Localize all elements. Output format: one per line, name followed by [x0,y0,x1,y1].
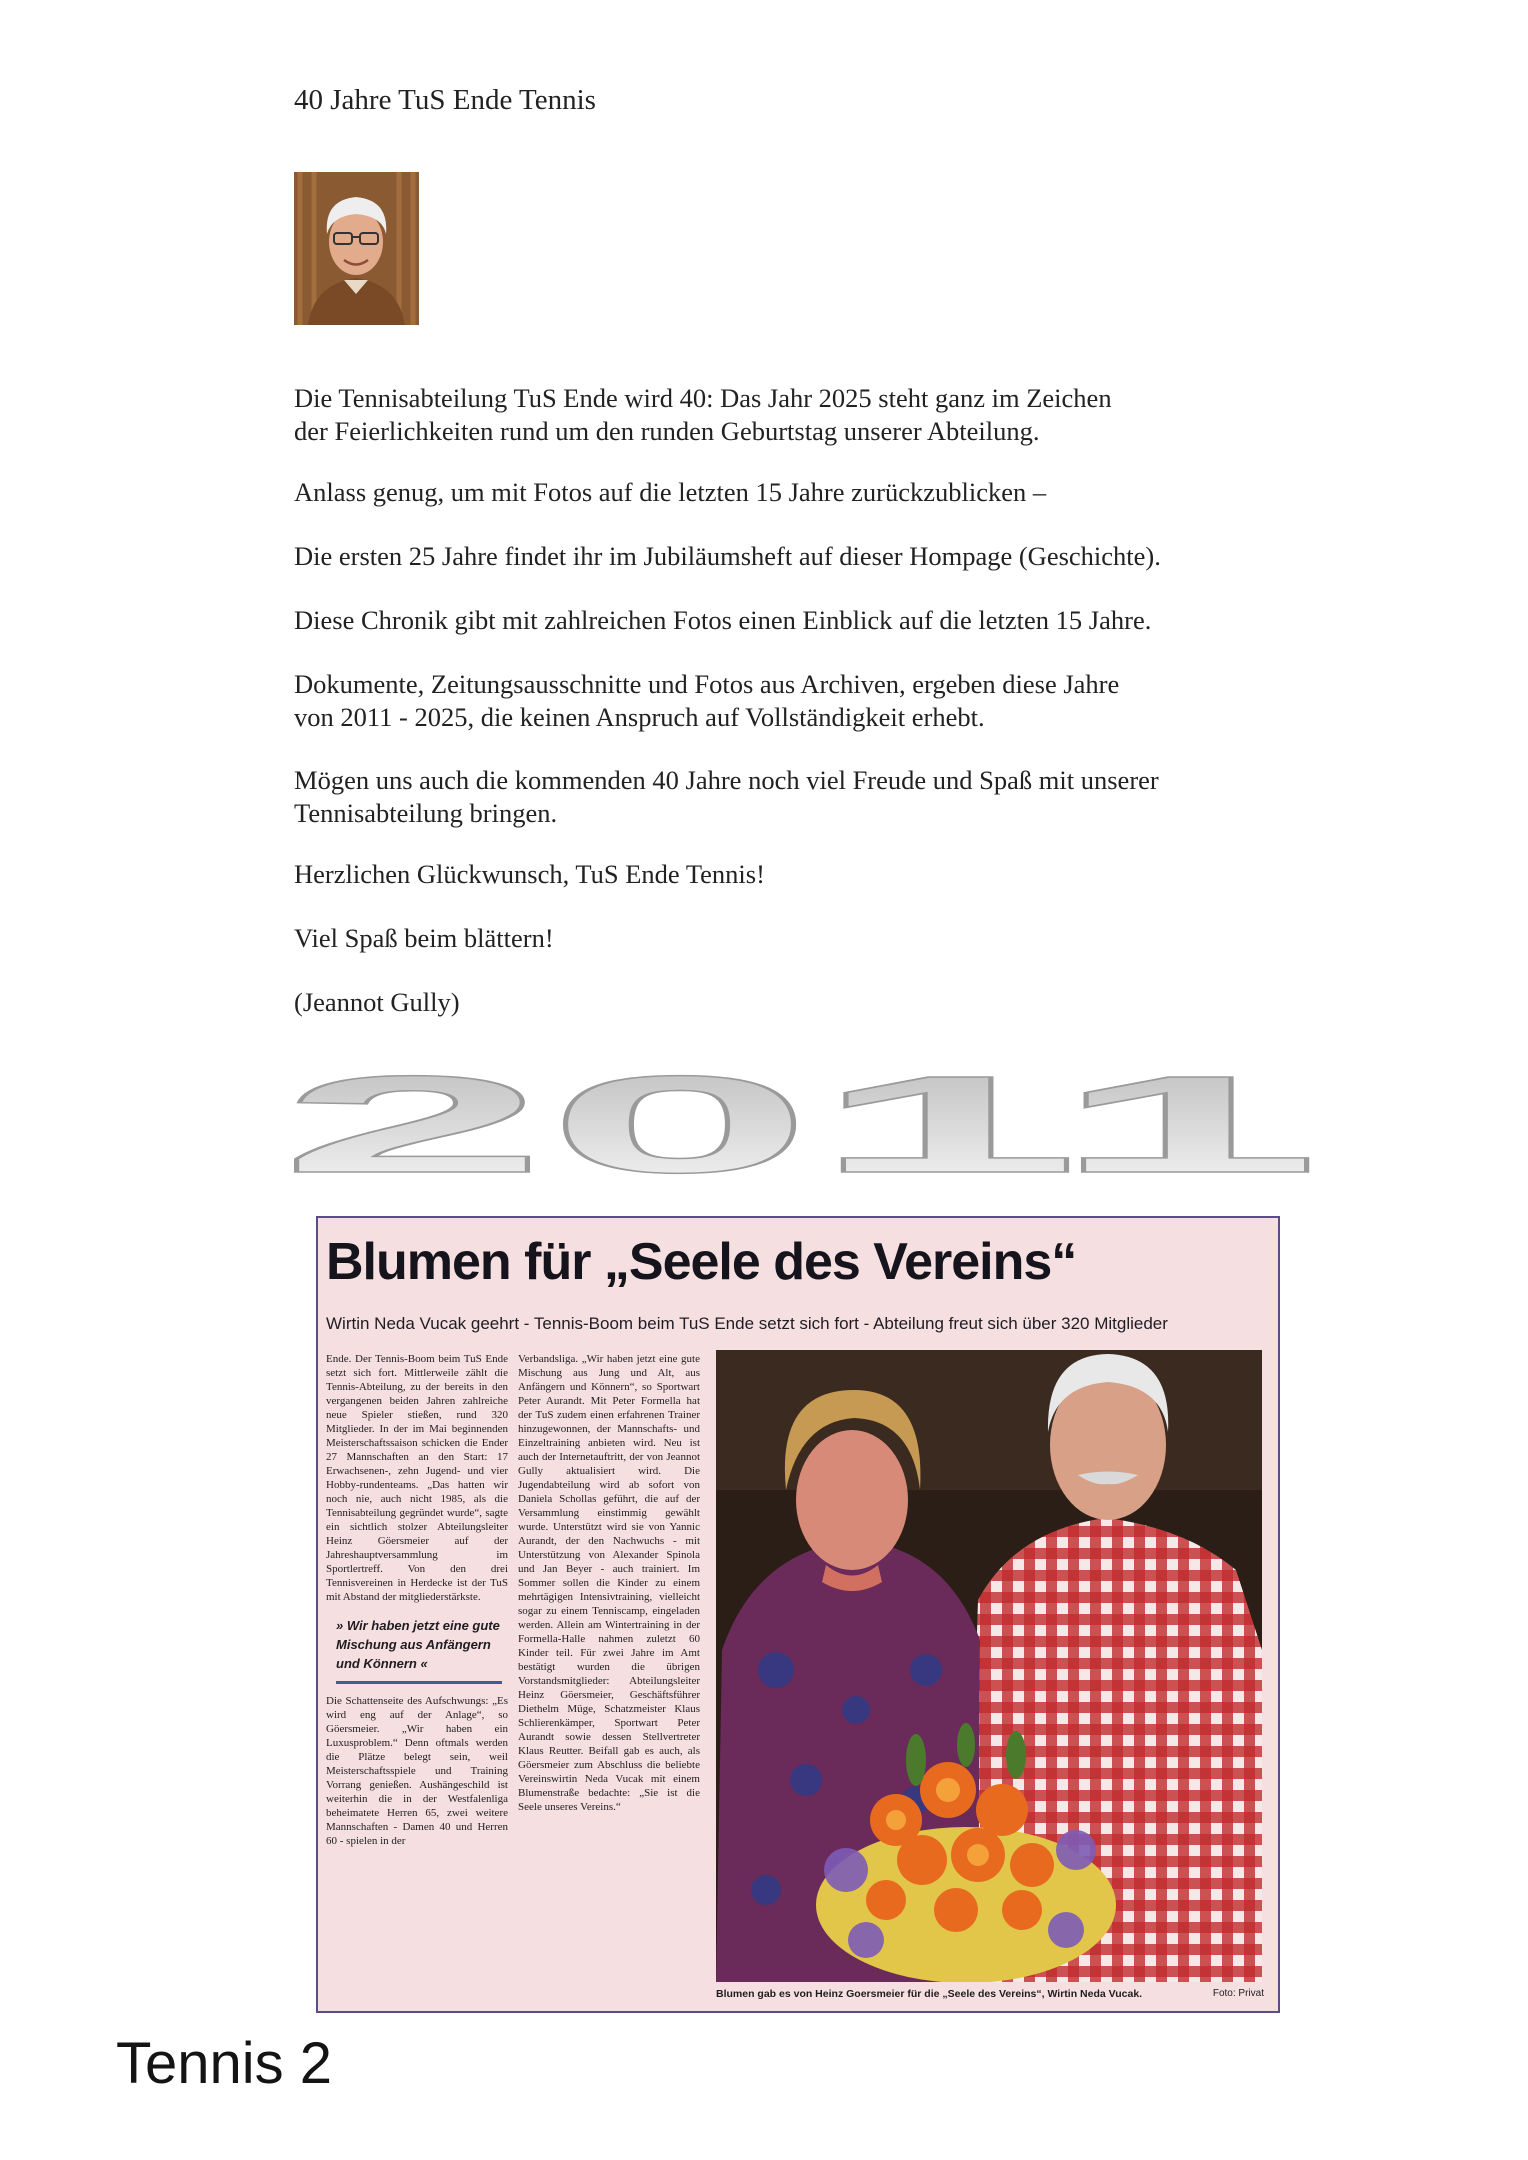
intro-paragraph-7: Herzlichen Glückwunsch, TuS Ende Tennis! [294,859,765,889]
newspaper-clipping [316,1216,1280,2013]
intro-paragraph-6 [294,764,1294,830]
year-banner [270,1070,1330,1186]
intro-paragraph-3: Die ersten 25 Jahre findet ihr im Jubiläumsheft auf dieser Hompage (Geschichte). [294,541,1161,571]
article-text: Verbandsliga. „Wir haben jetzt eine gute Mischung aus Jung und Alt, aus Anfängern und Könnern“, so Sportwart Peter Aurandt. Mit Peter Formella hat der TuS zudem einen erfahrenen Trainer hinzugewonnen, der Mannschafts- und Einzeltraining anbieten wird. Neu ist auch der Internetauftritt, der von Jeannot Gully aktualisiert wird. Die Jugendabteilung wird ab sofort von Daniela Schollas geführt, die auf der Versammlung einstimmig gewählt wurde. Unterstützt wird sie von Yannic Aurandt, der den Nachwuchs - mit Unterstützung von Alexander Spinola und Jan Beyer - auch trainiert. Im Sommer sollen die Kinder zu einem mehrtägigen Intensivtraining, vielleicht sogar zu einem Tenniscamp, eingeladen werden. Allein am Wintertraining in der Formella-Halle nahmen zuletzt 60 Kinder teil. Für zwei Jahre im Amt bestätigt wurden die übrigen Vorstandsmitglieder: Abteilungsleiter Heinz Göersmeier, Geschäftsführer Diethelm Müge, Schatzmeister Klaus Schlierenkämper, Sportwart Peter Aurandt sowie dessen Stellvertreter Klaus Reutter. Beifall gab es auch, als Göersmeier zum Abschluss die beliebte Vereinswirtin Neda Vucak mit einem Blumenstraße bedachte: „Sie ist die Seele unseres Vereins.“ [518,1353,700,1813]
year-banner-text: 2011 [280,1070,1320,1186]
author-portrait [294,172,419,325]
intro-line: Tennisabteilung bringen. [294,798,558,828]
photo-credit: Foto: Privat [1212,1988,1264,1999]
intro-paragraph-1 [294,382,1294,448]
article-column-1 [326,1352,508,1992]
page-footer: Tennis 2 [116,2031,333,2096]
photo-caption: Blumen gab es von Heinz Goersmeier für die „Seele des Vereins“, Wirtin Neda Vucak. [716,1988,1143,2000]
intro-line: Die Tennisabteilung TuS Ende wird 40: Das Jahr 2025 steht ganz im Zeichen [294,383,1112,413]
intro-line: der Feierlichkeiten rund um den runden Geburtstag unserer Abteilung. [294,416,1040,446]
clipping-subhead: Wirtin Neda Vucak geehrt - Tennis-Boom beim TuS Ende setzt sich fort - Abteilung freut sich über 320 Mitglieder [326,1314,1168,1333]
intro-line: Dokumente, Zeitungsausschnitte und Fotos aus Archiven, ergeben diese Jahre [294,669,1120,699]
signature: (Jeannot Gully) [294,987,460,1017]
article-photo [716,1350,1262,1982]
page-title: 40 Jahre TuS Ende Tennis [294,84,596,116]
intro-line: von 2011 - 2025, die keinen Anspruch auf Vollständigkeit erhebt. [294,702,985,732]
intro-paragraph-4: Diese Chronik gibt mit zahlreichen Fotos einen Einblick auf die letzten 15 Jahre. [294,605,1152,635]
intro-paragraph-5 [294,668,1294,734]
article-column-2 [518,1352,700,1992]
pull-quote: » Wir haben jetzt eine gute Mischung aus Anfängern und Könnern « [336,1616,502,1684]
intro-paragraph-2: Anlass genug, um mit Fotos auf die letzten 15 Jahre zurückzublicken – [294,477,1047,507]
intro-line: Mögen uns auch die kommenden 40 Jahre noch viel Freude und Spaß mit unserer [294,765,1159,795]
intro-paragraph-8: Viel Spaß beim blättern! [294,923,554,953]
clipping-headline: Blumen für „Seele des Vereins“ [326,1233,1077,1291]
article-text: Die Schattenseite des Aufschwungs: „Es wird eng auf der Anlage“, so Göersmeier. „Wir haben ein Luxusproblem.“ Denn oftmals werden die Plätze belegt sein, weil Meisterschaftsspiele und Training Vorrang genießen. Aushängeschild ist weiterhin die in der Westfalenliga beheimatete Herren 65, zwei weitere Mannschaften - Damen 40 und Herren 60 - spielen in der [326,1695,508,1847]
article-text: Ende. Der Tennis-Boom beim TuS Ende setzt sich fort. Mittlerweile zählt die Tennis-Abteilung, zu der bereits in den vergangenen beiden Jahren zahlreiche neue Spieler stießen, rund 320 Mitglieder. In der im Mai beginnenden Meisterschaftssaison schicken die Ender 27 Mannschaften an den Start: 17 Erwachsenen-, zehn Jugend- und vier Hobby-rundenteams. „Das hatten wir noch nie, auch nicht 1985, als die Tennisabteilung gegründet wurde“, sagte ein sichtlich stolzer Abteilungsleiter Heinz Göersmeier auf der Jahreshauptversammlung im Sportlertreff. Von den drei Tennisvereinen in Herdecke ist der TuS mit Abstand der mitgliederstärkste. [326,1353,508,1603]
